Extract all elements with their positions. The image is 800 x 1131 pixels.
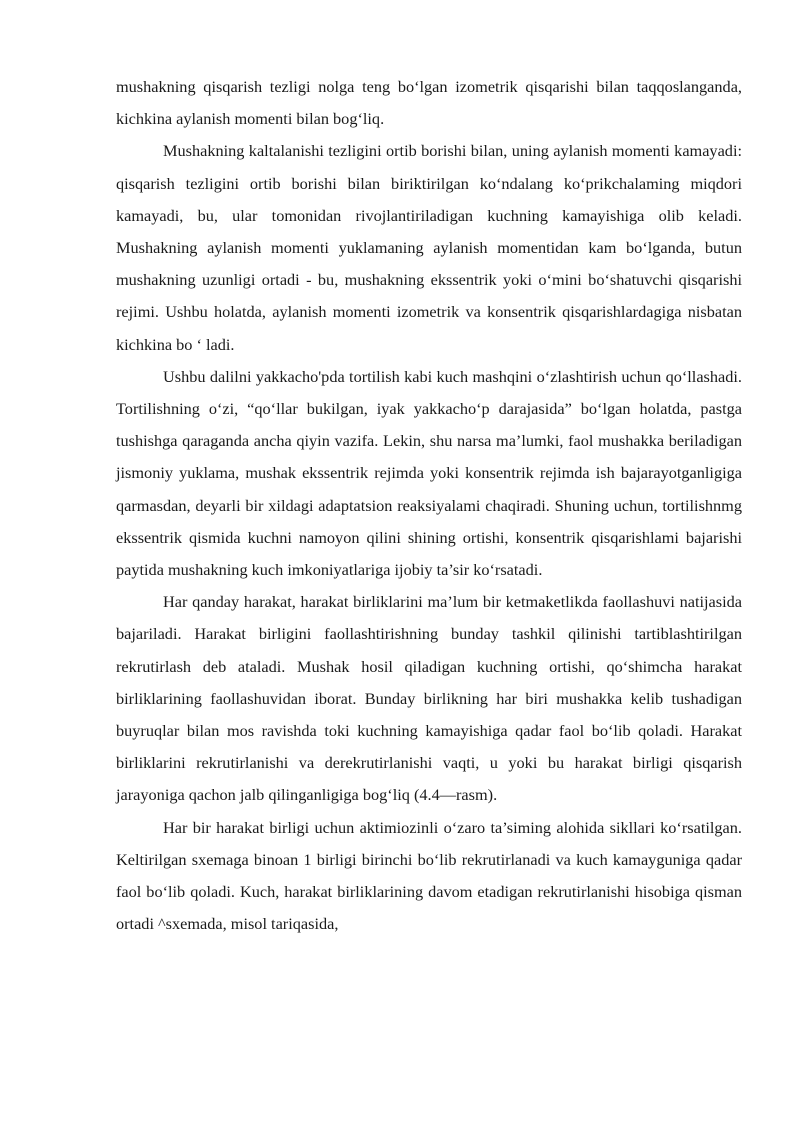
body-text	[116, 71, 742, 940]
paragraph-2: Mushakning kaltalanishi tezligini ortib borishi bilan, uning aylanish momenti kamayadi: qisqarish tezligini ortib borishi bilan biriktirilgan ko‘ndalang ko‘prikchalaming miqdori kamayadi, bu, ular tomonidan rivojlantiriladigan kuchning kamayishiga olib keladi. Mushakning aylanish momenti yuklamaning aylanish momentidan kam bo‘lganda, butun mushakning uzunligi ortadi - bu, mushakning ekssentrik yoki o‘mini bo‘shatuvchi qisqarishi rejimi. Ushbu holatda, aylanish momenti izometrik va konsentrik qisqarishlardagiga nisbatan kichkina bo ‘ ladi.	[116, 141, 742, 354]
paragraph-5: Har bir harakat birligi uchun aktimiozinli o‘zaro ta’siming alohida sikllari ko‘rsatilgan. Keltirilgan sxemaga binoan 1 birligi birinchi bo‘lib rekrutirlanadi va kuch kamayguniga qadar faol bo‘lib qoladi. Kuch, harakat birliklarining davom etadigan rekrutirlanishi hisobiga qisman ortadi ^sxemada, misol tariqasida,	[116, 817, 742, 934]
paragraph-4: Har qanday harakat, harakat birliklarini ma’lum bir ketmaketlikda faollashuvi natijasida bajariladi. Harakat birligini faollashtirishning bunday tashkil qilinishi tartiblashtirilgan rekrutirlash deb ataladi. Mushak hosil qiladigan kuchning ortishi, qo‘shimcha harakat birliklarining faollashuvidan iborat. Bunday birlikning har biri mushakka kelib tushadigan buyruqlar bilan mos ravishda toki kuchning kamayishiga qadar faol bo‘lib qoladi. Harakat birliklarini rekrutirlanishi va derekrutirlanishi vaqti, u yoki bu harakat birligi qisqarish jarayoniga qachon jalb qilinganligiga bog‘liq (4.4—rasm).	[116, 592, 742, 805]
paragraph-3: Ushbu dalilni yakkacho'pda tortilish kabi kuch mashqini o‘zlashtirish uchun qo‘llashadi. Tortilishning o‘zi, “qo‘llar bukilgan, iyak yakkacho‘p darajasida” bo‘lgan holatda, pastga tushishga qaraganda ancha qiyin vazifa. Lekin, shu narsa ma’lumki, faol mushakka beriladigan jismoniy yuklama, mushak ekssentrik rejimda yoki konsentrik rejimda ish bajarayotganligiga qarmasdan, deyarli bir xildagi adaptatsion reaksiyalami chaqiradi. Shuning uchun, tortilishnmg ekssentrik qismida kuchni namoyon qilini shining ortishi, konsentrik qisqarishlami bajarishi paytida mushakning kuch imkoniyatlariga ijobiy ta’sir ko‘rsatadi.	[116, 366, 742, 580]
paragraph-1: mushakning qisqarish tezligi nolga teng bo‘lgan izometrik qisqarishi bilan taqqoslanganda, kichkina aylanish momenti bilan bog‘liq.	[116, 77, 742, 129]
